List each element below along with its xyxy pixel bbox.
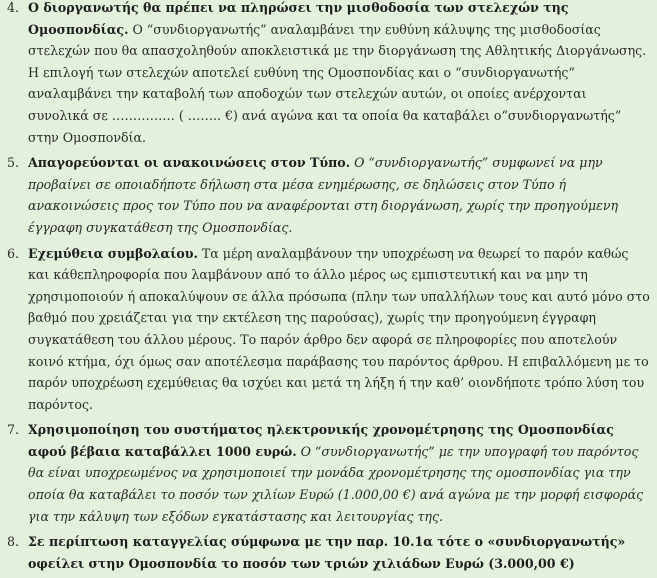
clause-number: 5.	[7, 155, 20, 171]
clause-number: 7.	[7, 422, 20, 438]
clause-item-5	[0, 152, 657, 238]
clause-body: Τα μέρη αναλαμβάνουν την υποχρέωση να θεωρεί το παρόν καθώς και κάθεπληροφορία που λαμβάνουν από το άλλο μέρος ως εμπιστευτική και να μην τη χρησιμοποιούν ή αποκαλύψουν σε άλλα πρόσωπα (πλην των υπαλλήλων τους και αυτό μόνο στο βαθμό που χρειάζεται για την εκτέλεση της παρούσας), χωρίς την προηγούμενη έγγραφη συγκατάθεση του άλλου μέρους. Το παρόν άρθρο δεν αφορά σε πληροφορίες που αποτελούν κοινό κτήμα, όχι όμως σαν αποτέλεσμα παράβασης του παρόντος άρθρου. Η επιβαλλόμενη με το παρόν υποχρέωση εχεμύθειας θα ισχύει και μετά τη λήξη ή την καθ’ οιονδήποτε τρόπο λύση του παρόντος.	[28, 245, 650, 412]
clause-body: Ο “συνδιοργανωτής” συμφωνεί να μην προβαίνει σε οποιαδήποτε δήλωση στα μέσα ενημέρωσης, σε δηλώσεις στον Τύπο ή ανακοινώσεις προς τον Τύπο που να αναφέρονται στη διοργάνωση, χωρίς την προηγούμενη έγγραφη συγκατάθεση της Ομοσπονδίας.	[28, 155, 619, 235]
clause-item-7	[0, 419, 657, 527]
clause-body: Ο “συνδιοργανωτής” με την υπογραφή του παρόντος θα είναι υποχρεωμένος να χρησιμοποιεί την μονάδα χρονομέτρησης της ομοσπονδίας για την οποία θα καταβάλει το ποσόν των χιλίων Ευρώ (1.000,00 €) ανά αγώνα με την μορφή εισφοράς για την κάλυψη των εξόδων εγκατάστασης και λειτουργίας της.	[28, 443, 644, 524]
clause-title: Εχεμύθεια συμβολαίου.	[28, 245, 198, 261]
clause-item-6	[0, 243, 657, 416]
clause-title: Χρησιμοποίηση του συστήματος ηλεκτρονικής χρονομέτρησης της Ομοσπονδίας αφού βέβαια καταβάλλει 1000 ευρώ.	[28, 422, 614, 459]
clause-title: Σε περίπτωση καταγγελίας σύμφωνα με την παρ. 10.1α τότε ο «συνδιοργανωτής» οφείλει στην Ομοσπονδία το ποσόν των τριών χιλιάδων Ευρώ (3.000,00 €)	[28, 534, 626, 571]
clause-body: Ο “συνδιοργανωτής” αναλαμβάνει την ευθύνη κάλυψης της μισθοδοσίας στελεχών που θα απασχοληθούν αποκλειστικά με την διοργάνωση της Αθλητικής Διοργάνωσης. Η επιλογή των στελεχών αποτελεί ευθύνη της Ομοσπονδίας και ο “συνδιοργανωτής” αναλαμβάνει την καταβολή των αποδοχών των στελεχών αυτών, οι οποίες ανέρχονται συνολικά σε …………… ( …….. €) ανά αγώνα και τα οποία θα καταβάλει ο“συνδιοργανωτής” στην Ομοσπονδία.	[28, 21, 647, 145]
clause-number: 4.	[7, 0, 20, 15]
clause-title: Απαγορεύονται οι ανακοινώσεις στον Τύπο.	[28, 155, 351, 171]
clause-number: 6.	[7, 245, 20, 261]
clause-item-4	[0, 0, 657, 148]
clause-number: 8.	[7, 534, 20, 550]
clause-item-8	[0, 531, 657, 574]
clause-title: Ο διοργανωτής θα πρέπει να πληρώσει την μισθοδοσία των στελεχών της Ομοσπονδίας.	[28, 0, 569, 37]
